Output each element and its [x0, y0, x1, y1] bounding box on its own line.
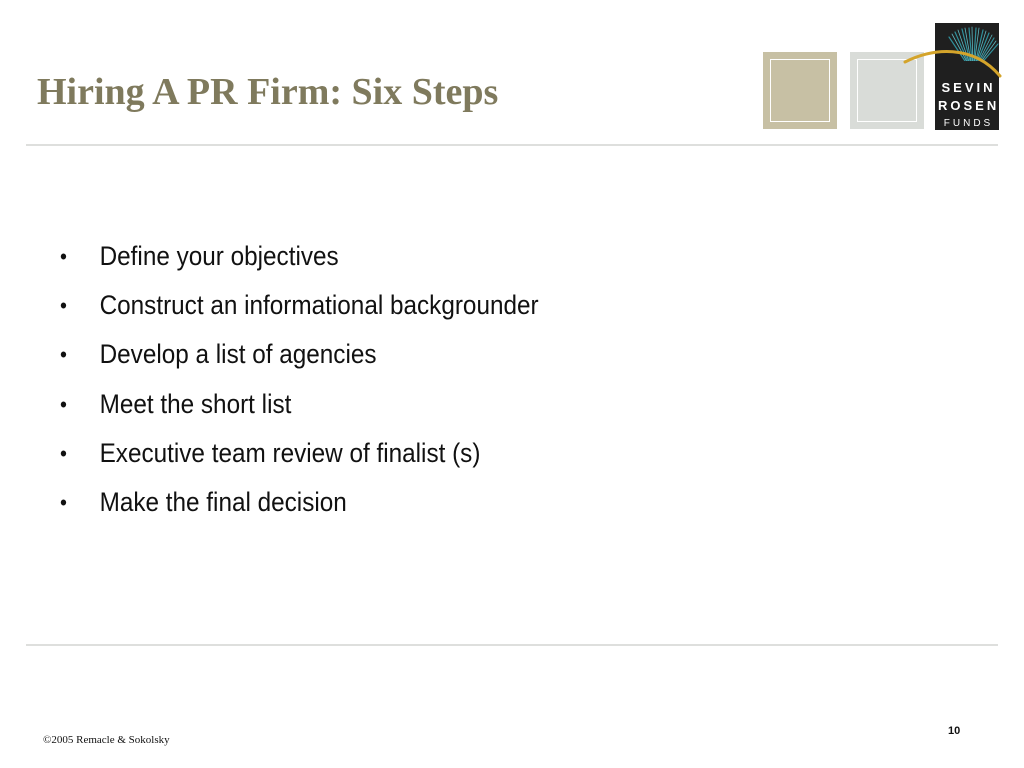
logo-text-funds: FUNDS	[943, 118, 994, 129]
bullet-icon: •	[60, 391, 67, 417]
top-divider	[26, 144, 998, 146]
bullet-icon: •	[60, 293, 67, 319]
bottom-divider	[26, 644, 998, 646]
bullet-text: Construct an informational backgrounder	[99, 290, 539, 321]
logo-text-sevin: SEVIN	[941, 80, 996, 95]
logo-text-rosen: ROSEN	[938, 98, 1000, 113]
slide-title: Hiring A PR Firm: Six Steps	[37, 71, 499, 113]
bullet-icon: •	[60, 342, 67, 368]
bullet-icon: •	[60, 244, 67, 269]
copyright-notice: ©2005 Remacle & Sokolsky	[43, 734, 170, 746]
bullet-icon: •	[60, 440, 67, 466]
bullet-text: Meet the short list	[99, 388, 292, 419]
bullet-text: Develop a list of agencies	[99, 339, 377, 370]
bullet-icon: •	[60, 489, 67, 515]
logo-arc-swoosh	[903, 40, 1003, 80]
page-number: 10	[948, 725, 961, 737]
decorative-tan-square	[763, 52, 837, 129]
bullet-text: Make the final decision	[99, 486, 347, 517]
bullet-text: Executive team review of finalist (s)	[99, 437, 481, 468]
bullet-text: Define your objectives	[99, 241, 339, 271]
